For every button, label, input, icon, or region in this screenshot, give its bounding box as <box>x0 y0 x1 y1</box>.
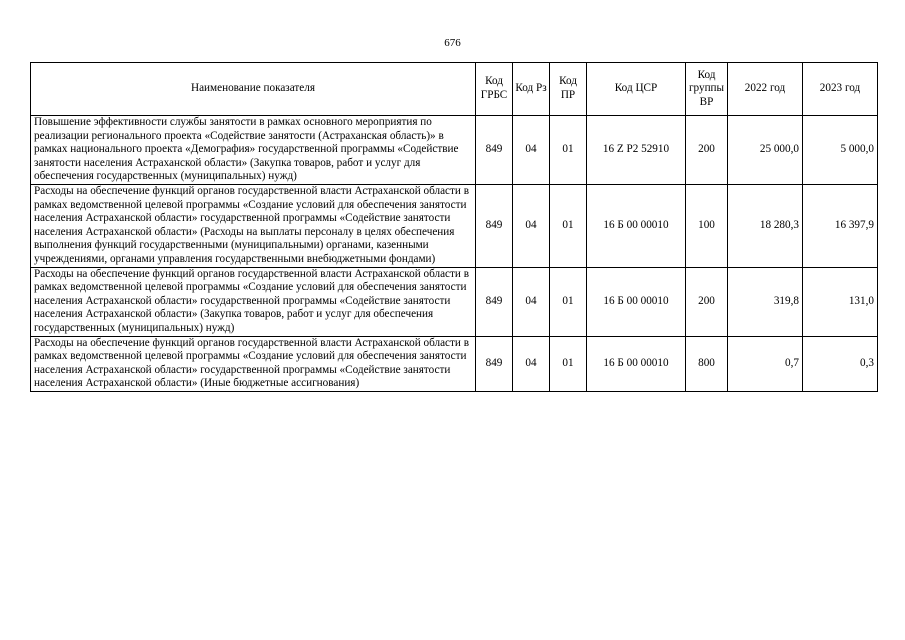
row-name: Повышение эффективности службы занятости в рамках основного мероприятия по реализации регионального проекта «Содействие занятости (Астраханская область)» в рамках национального проекта «Демография» государственной программы «Содействие занятости населения Астраханской области» (Закупка товаров, работ и услуг для обеспечения государственных (муниципальных) нужд) <box>31 116 476 185</box>
header-rz: Код Рз <box>513 63 550 116</box>
row-grbs: 849 <box>476 336 513 391</box>
row-grbs: 849 <box>476 116 513 185</box>
header-name: Наименование показателя <box>31 63 476 116</box>
row-csr: 16 Б 00 00010 <box>587 267 686 336</box>
row-rz: 04 <box>513 336 550 391</box>
row-2022: 18 280,3 <box>728 184 803 267</box>
row-rz: 04 <box>513 267 550 336</box>
row-pr: 01 <box>550 184 587 267</box>
row-csr: 16 Z P2 52910 <box>587 116 686 185</box>
row-2023: 5 000,0 <box>803 116 878 185</box>
header-pr: Код ПР <box>550 63 587 116</box>
row-vr: 200 <box>686 267 728 336</box>
table-row <box>31 184 878 267</box>
table-row <box>31 267 878 336</box>
row-rz: 04 <box>513 116 550 185</box>
row-2023: 0,3 <box>803 336 878 391</box>
page-number: 676 <box>444 37 461 49</box>
row-grbs: 849 <box>476 267 513 336</box>
row-csr: 16 Б 00 00010 <box>587 184 686 267</box>
row-2023: 16 397,9 <box>803 184 878 267</box>
table-row <box>31 116 878 185</box>
row-2022: 319,8 <box>728 267 803 336</box>
row-grbs: 849 <box>476 184 513 267</box>
row-2022: 25 000,0 <box>728 116 803 185</box>
row-csr: 16 Б 00 00010 <box>587 336 686 391</box>
row-name: Расходы на обеспечение функций органов государственной власти Астраханской области в рамках ведомственной целевой программы «Создание условий для обеспечения занятости населения Астраханской области» государственной программы «Содействие занятости населения Астраханской области» (Расходы на выплаты персоналу в целях обеспечения выполнения функций государственными (муниципальными) органами, казенными учреждениями, органами управления государственными внебюджетными фондами) <box>31 184 476 267</box>
row-vr: 200 <box>686 116 728 185</box>
header-grbs: Код ГРБС <box>476 63 513 116</box>
header-2023: 2023 год <box>803 63 878 116</box>
row-pr: 01 <box>550 116 587 185</box>
row-pr: 01 <box>550 267 587 336</box>
header-row <box>31 63 878 116</box>
table-row <box>31 336 878 391</box>
row-2023: 131,0 <box>803 267 878 336</box>
budget-table <box>30 62 878 392</box>
header-csr: Код ЦСР <box>587 63 686 116</box>
row-name: Расходы на обеспечение функций органов государственной власти Астраханской области в рамках ведомственной целевой программы «Создание условий для обеспечения занятости населения Астраханской области» государственной программы «Содействие занятости населения Астраханской области» (Иные бюджетные ассигнования) <box>31 336 476 391</box>
header-2022: 2022 год <box>728 63 803 116</box>
header-vr: Код группы ВР <box>686 63 728 116</box>
row-vr: 800 <box>686 336 728 391</box>
row-vr: 100 <box>686 184 728 267</box>
row-name: Расходы на обеспечение функций органов государственной власти Астраханской области в рамках ведомственной целевой программы «Создание условий для обеспечения занятости населения Астраханской области» государственной программы «Содействие занятости населения Астраханской области» (Закупка товаров, работ и услуг для обеспечения государственных (муниципальных) нужд) <box>31 267 476 336</box>
row-2022: 0,7 <box>728 336 803 391</box>
row-pr: 01 <box>550 336 587 391</box>
row-rz: 04 <box>513 184 550 267</box>
